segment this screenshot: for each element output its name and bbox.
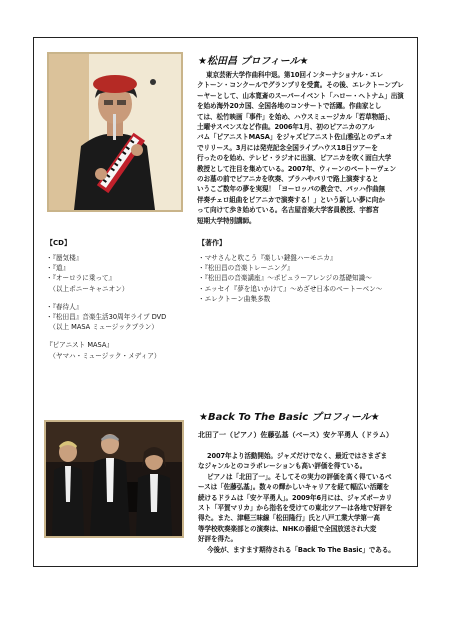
- band-members: 北田了一（ピアノ）佐藤弘基（ベース）安ケ平勇人（ドラム）: [198, 431, 394, 439]
- profile-text-line: 短期大学特別講師。: [197, 216, 256, 225]
- cd-item: （以上ポニーキャニオン）: [46, 284, 129, 293]
- spacer: [46, 332, 166, 340]
- books-list: [198, 253, 382, 304]
- band-photo: [44, 420, 184, 538]
- profile-text-line: ては、松竹映画「事件」を始め、ハウスミュージカル「若草物語」、: [197, 112, 395, 121]
- cd-item: 『ピアニスト MASA』: [46, 341, 113, 350]
- book-item: ・マサさんと吹こう『楽しい鍵盤ハーモニカ』: [198, 254, 337, 262]
- band-profile-text-line: 2007年より活動開始。ジャズだけでなく、最近ではさまざま: [207, 452, 388, 460]
- band-profile-text-line: 今後が、ますます期待される「Back To The Basic」である。: [207, 545, 395, 554]
- profile-title: ★松田昌 プロフィール★: [198, 56, 309, 67]
- band-profile-text-line: スト「平賀マリカ」から指名を受けての東北ツアーは各地で好評を: [198, 504, 393, 513]
- cd-list: [46, 253, 166, 361]
- band-profile-text-line: ピアノは「北田了一」。そしてその実力の評価を高く得ているベ: [207, 472, 392, 481]
- band-profile-title: ★Back To The Basic プロフィール★: [199, 412, 380, 423]
- profile-text-line: 土曜サスペンスなど作曲。2006年1月、初のピアニカのアル: [197, 123, 375, 132]
- profile-text-line: いうこご数年の夢を実現！「ヨーロッパの教会で、パッハ作曲無: [197, 185, 386, 194]
- band-profile-text-line: 等学校吹奏楽部との演奏は、NHKの番組で全国放送され大変: [198, 524, 377, 533]
- band-profile-text-line: なジャンルとのコラボレーションも高い評価を得ている。: [198, 462, 367, 471]
- book-item: ・エレクトーン曲集多数: [198, 294, 271, 303]
- profile-text: [197, 70, 404, 226]
- profile-text-line: 行ったのを始め、テレビ・ラジオに出演、ピアニカを吹く面白大学: [197, 154, 392, 163]
- book-item: ・『松田昌の音楽講座』～ポピュラーアレンジの基礎知識～: [198, 274, 372, 283]
- band-profile-text-line: 得た。また、津軽三味線「松田隆行」氏と八戸工業大学第一高: [198, 514, 380, 523]
- book-item: ・『松田昌の音楽トレーニング』: [198, 264, 294, 273]
- profile-text-line: クトーン・コンクールでグランプリを受賞。その後、エレクトーンプレ: [197, 81, 404, 90]
- profile-text-line: バム「ピアニストMASA」をジャズピアニスト佐山雅弘とのデュオ: [197, 133, 393, 142]
- cd-item: （ヤマハ・ミュージック・メディア）: [46, 351, 161, 360]
- band-profile-text-line: 続けるドラムは「安ケ平勇人」。2009年6月には、ジャズボーカリ: [198, 493, 393, 502]
- cd-item: ・『道』: [46, 264, 70, 273]
- cd-item: ・『オーロラに乗って』: [46, 274, 116, 283]
- cd-item: ・『蜃気楼』: [46, 254, 83, 262]
- profile-text-line: ーヤーとして、山本寛斎のスーパーイベント「ハロー・ヘトナム」出演: [197, 91, 404, 100]
- profile-text-line: って向けて歩き始めている。名古屋音楽大学客員教授、宇都宮: [197, 206, 379, 215]
- profile-text-line: のお墓の前でピアニカを吹奏、プラハやパリで路上演奏すると: [197, 175, 379, 184]
- profile-text-line: でリリース。3月には発売記念全国ライブハウス18日ツアーを: [197, 143, 378, 152]
- spacer: [46, 294, 166, 302]
- band-profile-text: [198, 451, 395, 555]
- profile-text-line: 教授として注目を集めている。2007年、ウィーンのベートーヴェン: [197, 164, 396, 173]
- cd-item: ・『松田昌』音楽生活30周年ライブ DVD: [46, 313, 167, 322]
- profile-photo-matsuda: [47, 52, 183, 212]
- book-item: ・エッセイ『夢を追いかけて』～めざせ日本のベートーベン～: [198, 284, 383, 293]
- band-profile-text-line: 好評を得た。: [198, 535, 237, 544]
- band-profile-text-line: ースは「佐藤弘基」。数々の輝かしいキャリアを経て幅広い活躍を: [198, 483, 390, 492]
- cd-heading: 【CD】: [46, 239, 71, 247]
- books-heading: 【著作】: [198, 239, 226, 247]
- profile-text-line: を始め海外20カ国、全国各地のコンサートで活躍。作曲家とし: [197, 102, 382, 111]
- cd-item: （以上 MASA ミュージックプラン）: [46, 323, 158, 332]
- profile-text-line: 東京芸術大学作曲科中退。第10回インターナショナル・エレ: [206, 71, 383, 79]
- profile-text-line: 伴奏チェロ組曲をピアニカで演奏する！」という新しい夢に向か: [197, 195, 385, 204]
- cd-item: ・『春待人』: [46, 302, 83, 311]
